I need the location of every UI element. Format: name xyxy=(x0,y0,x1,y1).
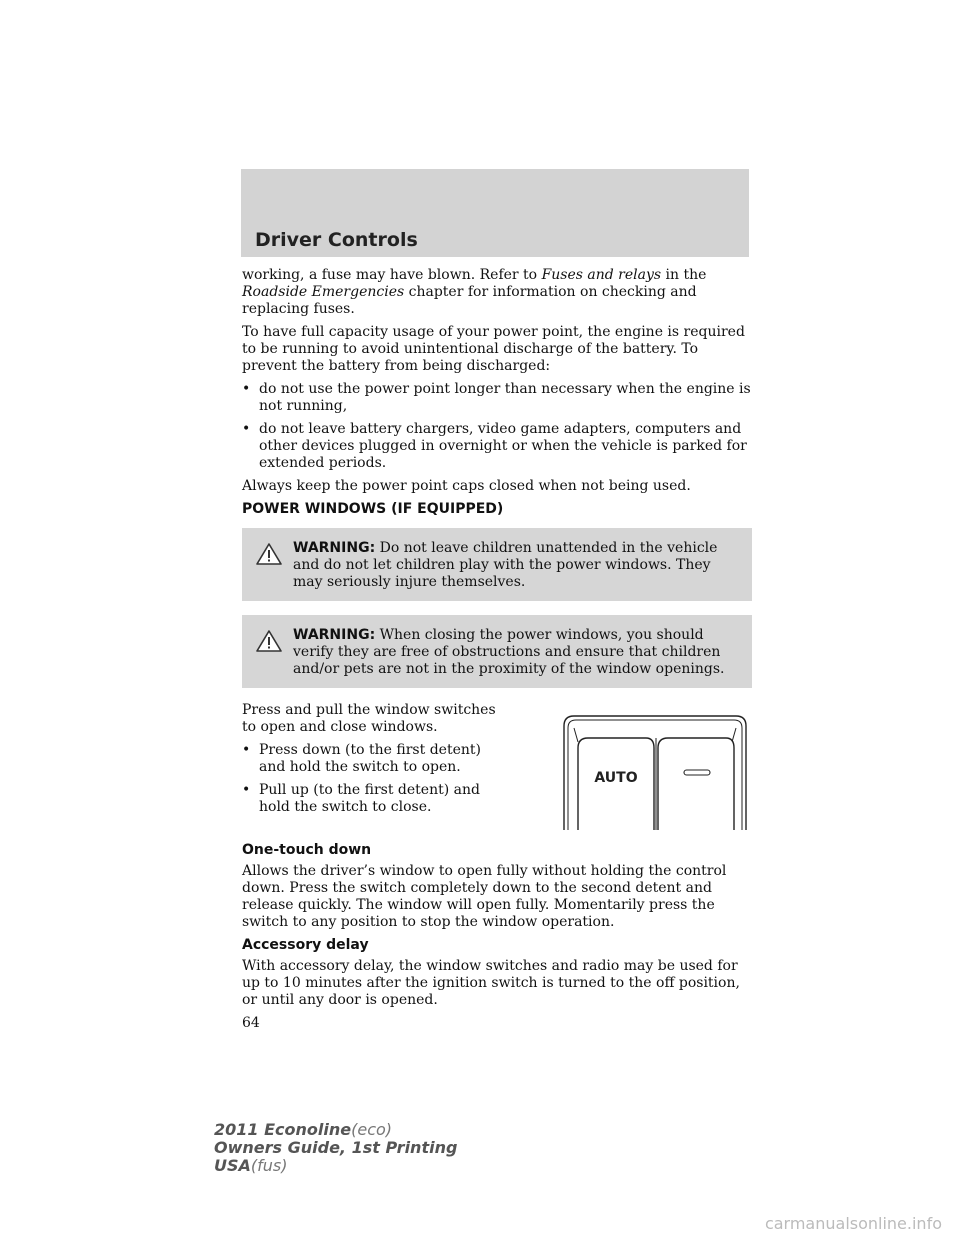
warning-triangle-icon xyxy=(256,629,282,653)
power-point-paragraph: To have full capacity usage of your power point, the engine is required to be running to avoid unintentional discharge of the battery. To prevent the battery from being discharged: xyxy=(242,324,745,374)
list-item: • do not leave battery chargers, video game adapters, computers and other devices plugged in overnight or when the vehicle is parked for extended periods. xyxy=(242,421,747,471)
window-switch-paragraph: Press and pull the window switches to open and close windows. xyxy=(242,702,496,735)
accessory-delay-heading: Accessory delay xyxy=(242,937,369,953)
warning-label: WARNING: xyxy=(293,627,376,643)
warning-triangle-icon xyxy=(256,542,282,566)
fuses-relays-reference: Fuses and relays xyxy=(541,267,662,283)
list-item: • Press down (to the first detent) and hold the switch to open. xyxy=(242,742,481,775)
warning-text: Do not leave children unattended in the vehicle and do not let children play with the power windows. They may seriously injure themselves. xyxy=(293,540,718,590)
one-touch-down-paragraph: Allows the driver’s window to open fully without holding the control down. Press the switch completely down to the second detent and release quickly. The window will open fully. Momentarily press the switch to any position to stop the window operation. xyxy=(242,863,727,930)
warning-text: When closing the power windows, you should verify they are free of obstructions and ensure that children and/or pets are not in the proximity of the window openings. xyxy=(293,627,725,677)
warning-label: WARNING: xyxy=(293,540,376,556)
page-content xyxy=(242,267,752,1038)
warning-box-children xyxy=(242,528,752,601)
list-item: • do not use the power point longer than necessary when the engine is not running, xyxy=(242,381,751,414)
list-item: • Pull up (to the first detent) and hold the switch to close. xyxy=(242,782,480,815)
auto-label: AUTO xyxy=(594,770,638,786)
warning-box-obstructions xyxy=(242,615,752,688)
power-point-caps-paragraph: Always keep the power point caps closed when not being used. xyxy=(242,478,691,494)
section-title: Driver Controls xyxy=(255,229,418,251)
roadside-emergencies-reference: Roadside Emergencies xyxy=(242,284,405,300)
accessory-delay-paragraph: With accessory delay, the window switches and radio may be used for up to 10 minutes after the ignition switch is turned to the off position, or until any door is opened. xyxy=(242,958,740,1008)
one-touch-down-heading: One-touch down xyxy=(242,842,372,858)
page-number: 64 xyxy=(242,1015,260,1031)
watermark-text: carmanualsonline.info xyxy=(764,1214,942,1233)
document-footer: 2011 Econoline(eco) Owners Guide, 1st Printing USA(fus) xyxy=(214,1120,458,1175)
window-switch-section xyxy=(242,702,752,816)
power-windows-heading: POWER WINDOWS (IF EQUIPPED) xyxy=(242,501,504,517)
fuse-paragraph: working, a fuse may have blown. Refer to Fuses and relays in the Roadside Emergencies chapter for information on checking and replacing fuses. xyxy=(242,267,707,317)
window-switch-illustration xyxy=(560,712,750,832)
